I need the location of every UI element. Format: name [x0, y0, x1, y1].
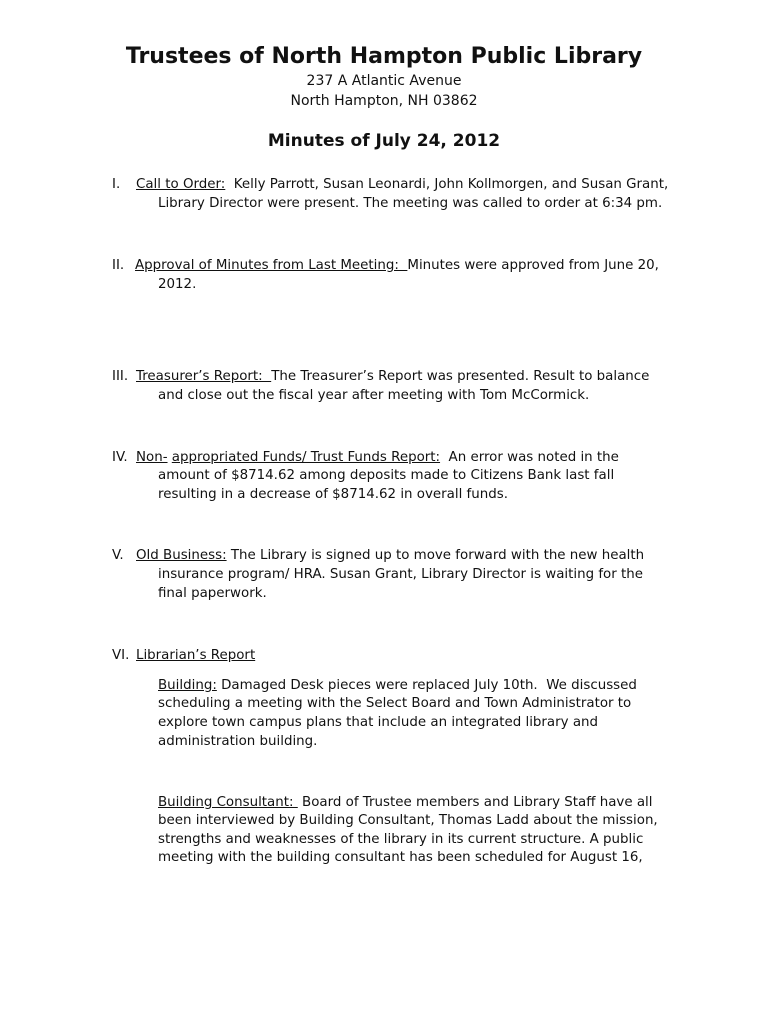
subsection-heading: Building: [158, 678, 217, 693]
document-title: Trustees of North Hampton Public Library [125, 44, 643, 69]
subsection-text: scheduling a meeting with the Select Board and Town Administrator to [158, 696, 632, 711]
address-line-1: 237 A Atlantic Avenue [306, 73, 462, 89]
section-numeral: V. [112, 548, 124, 563]
subsection-heading: Building Consultant: [158, 795, 298, 810]
section-text: An error was noted in the [440, 450, 619, 465]
section-heading: Call to Order: [136, 177, 226, 192]
minutes-title: Minutes of July 24, 2012 [267, 131, 501, 151]
address-line-2: North Hampton, NH 03862 [290, 93, 478, 109]
section-text: Minutes were approved from June 20, [407, 258, 659, 273]
subsection-text: strengths and weaknesses of the library in its current structure. A public [158, 832, 644, 847]
section-text: Library Director were present. The meeting was called to order at 6:34 pm. [158, 196, 663, 211]
section-numeral: III. [112, 369, 129, 384]
section-numeral: II. [112, 258, 125, 273]
subsection-text: meeting with the building consultant has been scheduled for August 16, [158, 850, 643, 865]
section-numeral: I. [112, 177, 121, 192]
section-heading: Approval of Minutes from Last Meeting: [135, 258, 408, 273]
section-text: amount of $8714.62 among deposits made to Citizens Bank last fall [158, 468, 615, 483]
section-text: insurance program/ HRA. Susan Grant, Library Director is waiting for the [158, 567, 643, 582]
section-text: 2012. [158, 277, 197, 292]
section-heading-part: Non- [136, 450, 168, 465]
section-line [136, 449, 619, 467]
subsection-line [158, 677, 637, 695]
section-heading: Treasurer’s Report: [136, 369, 272, 384]
section-text: and close out the fiscal year after meeting with Tom McCormick. [158, 388, 590, 403]
section-line [136, 368, 649, 386]
section-numeral: VI. [112, 648, 130, 663]
section-text: resulting in a decrease of $8714.62 in overall funds. [158, 487, 508, 502]
section-line [136, 547, 644, 565]
section-text: The Library is signed up to move forward with the new health [226, 548, 645, 563]
section-heading-part: appropriated Funds/ Trust Funds Report: [171, 450, 441, 465]
section-heading: Old Business: [136, 548, 227, 563]
section-numeral: IV. [112, 450, 128, 465]
section-text: final paperwork. [158, 586, 267, 601]
subsection-text: Damaged Desk pieces were replaced July 10th. We discussed [216, 678, 637, 693]
subsection-text: Board of Trustee members and Library Staff have all [297, 795, 653, 810]
subsection-text: been interviewed by Building Consultant, Thomas Ladd about the mission, [158, 813, 658, 828]
subsection-text: administration building. [158, 734, 318, 749]
subsection-text: explore town campus plans that include an integrated library and [158, 715, 599, 730]
section-line [136, 176, 668, 194]
section-line [135, 257, 659, 275]
section-text: The Treasurer’s Report was presented. Result to balance [271, 369, 650, 384]
subsection-line [158, 794, 653, 812]
section-heading: Librarian’s Report [136, 648, 256, 663]
section-text: Kelly Parrott, Susan Leonardi, John Kollmorgen, and Susan Grant, [225, 177, 669, 192]
